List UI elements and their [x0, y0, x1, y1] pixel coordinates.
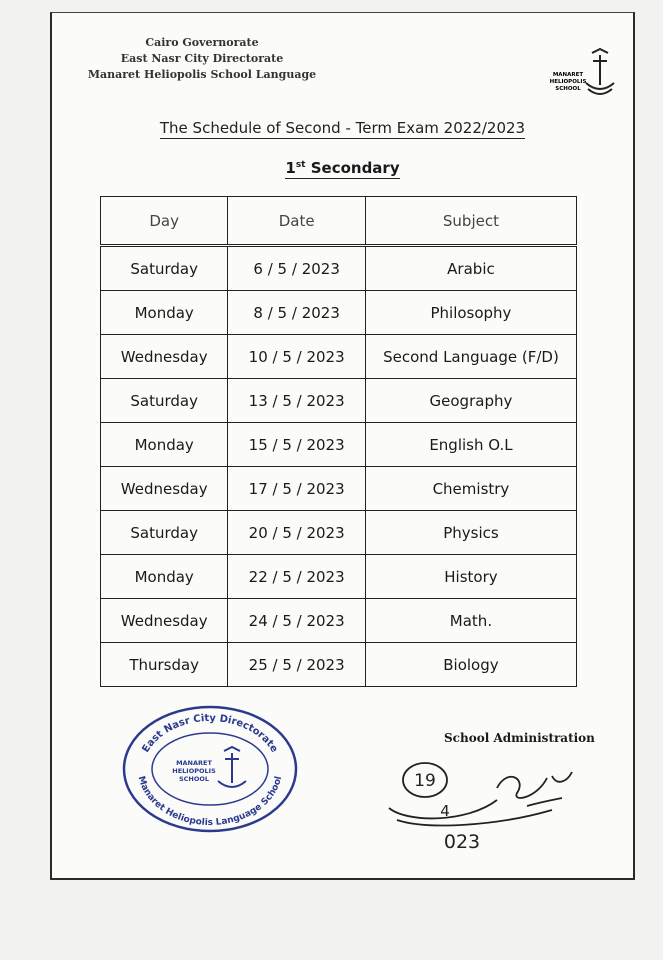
- table-row: [101, 335, 577, 379]
- cell-day: Saturday: [101, 511, 228, 555]
- logo-text-2: HELIOPOLIS: [549, 79, 587, 85]
- cell-subject: Arabic: [365, 246, 576, 291]
- signature-date-day: 19: [414, 771, 436, 791]
- cell-day: Saturday: [101, 379, 228, 423]
- table-row: [101, 291, 577, 335]
- grade-subtitle: 1st Secondary: [285, 159, 400, 177]
- table-row: [101, 643, 577, 687]
- cell-day: Wednesday: [101, 599, 228, 643]
- svg-text:Manaret Heliopolis Language Sc: [136, 775, 285, 828]
- signature-icon: [377, 748, 607, 858]
- stamp-outer-top-text: East Nasr City Directorate: [140, 712, 280, 755]
- document-page: [50, 12, 635, 880]
- header-line-school: Manaret Heliopolis School Language: [87, 68, 317, 81]
- stamp-inner-text-3: SCHOOL: [178, 775, 210, 783]
- stamp-outer-bottom-text: Manaret Heliopolis Language School: [135, 775, 285, 829]
- cell-subject: Geography: [365, 379, 576, 423]
- cell-subject: Physics: [365, 511, 576, 555]
- stamp-inner-text-1: MANARET: [176, 759, 212, 767]
- school-administration-label: School Administration: [444, 731, 595, 745]
- cell-subject: History: [365, 555, 576, 599]
- exam-schedule-table: [100, 196, 577, 687]
- table-row: [101, 423, 577, 467]
- cell-date: 15 / 5 / 2023: [228, 423, 366, 467]
- table-row: [101, 246, 577, 291]
- cell-date: 17 / 5 / 2023: [228, 467, 366, 511]
- cell-day: Wednesday: [101, 335, 228, 379]
- header-authority-lines: [72, 35, 332, 83]
- table-row: [101, 555, 577, 599]
- cell-date: 6 / 5 / 2023: [228, 246, 366, 291]
- school-logo-icon: [530, 43, 620, 103]
- cell-subject: Biology: [365, 643, 576, 687]
- cell-subject: Philosophy: [365, 291, 576, 335]
- cell-subject: English O.L: [365, 423, 576, 467]
- cell-day: Monday: [101, 555, 228, 599]
- cell-day: Wednesday: [101, 467, 228, 511]
- cell-day: Monday: [101, 423, 228, 467]
- signature-date-year: 023: [443, 831, 481, 853]
- cell-date: 8 / 5 / 2023: [228, 291, 366, 335]
- cell-date: 13 / 5 / 2023: [228, 379, 366, 423]
- cell-date: 24 / 5 / 2023: [228, 599, 366, 643]
- column-header-subject: Subject: [365, 197, 576, 246]
- logo-text-1: MANARET: [552, 72, 584, 78]
- table-row: [101, 379, 577, 423]
- column-header-date: Date: [228, 197, 366, 246]
- stamp-inner-text-2: HELIOPOLIS: [172, 767, 216, 775]
- cell-date: 22 / 5 / 2023: [228, 555, 366, 599]
- cell-subject: Chemistry: [365, 467, 576, 511]
- header-line-governorate: Cairo Governorate: [145, 36, 259, 49]
- cell-day: Saturday: [101, 246, 228, 291]
- document-title: The Schedule of Second - Term Exam 2022/2023: [159, 119, 526, 137]
- school-stamp-icon: [120, 703, 300, 833]
- signature-date-month: 4: [440, 802, 450, 820]
- table-row: [101, 467, 577, 511]
- table-header-row: [101, 197, 577, 246]
- cell-date: 25 / 5 / 2023: [228, 643, 366, 687]
- cell-day: Monday: [101, 291, 228, 335]
- table-row: [101, 511, 577, 555]
- cell-day: Thursday: [101, 643, 228, 687]
- cell-subject: Second Language (F/D): [365, 335, 576, 379]
- cell-date: 10 / 5 / 2023: [228, 335, 366, 379]
- table-row: [101, 599, 577, 643]
- logo-text-3: SCHOOL: [555, 86, 581, 92]
- column-header-day: Day: [101, 197, 228, 246]
- cell-date: 20 / 5 / 2023: [228, 511, 366, 555]
- header-line-directorate: East Nasr City Directorate: [120, 52, 284, 65]
- cell-subject: Math.: [365, 599, 576, 643]
